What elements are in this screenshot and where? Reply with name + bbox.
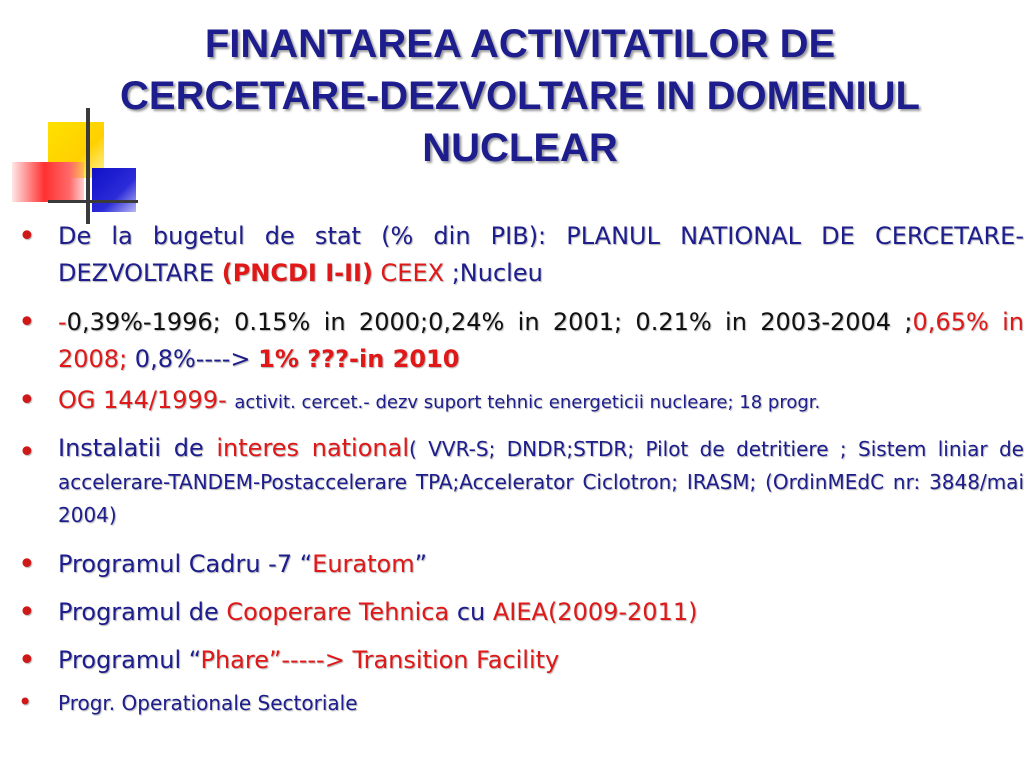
bullet-item-og (18, 382, 1024, 426)
decorative-horizontal-line (48, 200, 138, 203)
bullet-text: - (58, 308, 67, 336)
title-line-1: FINANTAREA ACTIVITATILOR DE (204, 22, 836, 66)
bullet-highlight: OG 144/1999- (58, 386, 235, 414)
bullet-text: Programul “ (58, 646, 201, 674)
bullet-highlight: 0,65% in 2008; (58, 308, 1024, 373)
bullet-item-phare (18, 640, 1024, 680)
bullet-dot-icon: • (18, 643, 36, 678)
bullet-text: activit. cercet.- dezv suport tehnic energeticii nucleare; 18 progr. (234, 392, 821, 413)
bullet-item-operational-programmes (18, 686, 1024, 720)
bullet-item-budget (18, 218, 1024, 294)
bullet-text: Progr. Operationale Sectoriale (58, 691, 358, 715)
bullet-text: ” (414, 550, 428, 578)
title-line-3: NUCLEAR (422, 126, 618, 170)
bullet-text: ( VVR-S; DNDR;STDR; Pilot de detritiere ; Sistem liniar de accelerare-TANDEM-Postaccelerare TPA;Accelerator Ciclotron; IRASM; (OrdinMEdC nr: 3848/mai 2004) (58, 437, 1024, 527)
bullet-dot-icon: • (18, 219, 36, 254)
decorative-blue-square (92, 168, 136, 212)
bullet-text: 0,8%----> (127, 345, 259, 373)
bullet-highlight: CEEX (372, 259, 445, 287)
bullet-text: ;Nucleu (444, 259, 543, 287)
bullet-highlight: Euratom (312, 550, 415, 578)
bullet-highlight: Cooperare Tehnica (226, 598, 450, 626)
bullet-highlight: (PNCDI I-II) (221, 259, 373, 287)
bullet-dot-icon: • (18, 595, 36, 630)
bullet-dot-icon: • (18, 383, 36, 418)
bullet-item-gdp-percentages (18, 304, 1024, 378)
bullet-text: 0,39%-1996; 0.15% in 2000;0,24% in 2001; 0.21% in 2003-2004 ; (66, 308, 913, 336)
title-line-2: CERCETARE-DEZVOLTARE IN DOMENIUL (120, 74, 920, 118)
bullet-dot-icon: • (18, 547, 36, 582)
bullet-dot-icon: • (18, 305, 36, 340)
bullet-text: Programul Cadru -7 “ (58, 550, 313, 578)
bullet-text: De la bugetul de stat (% din PIB): PLANUL NATIONAL DE CERCETARE-DEZVOLTARE (58, 222, 1024, 287)
bullet-text: cu (449, 598, 493, 626)
bullet-dot-icon: • (18, 688, 33, 716)
bullet-text: Instalatii de (58, 434, 217, 462)
bullet-list (18, 218, 1024, 720)
bullet-highlight: AIEA(2009-2011) (492, 598, 698, 626)
bullet-highlight: Phare”-----> Transition Facility (200, 646, 560, 674)
bullet-item-installations (18, 432, 1024, 532)
slide-title (40, 18, 1000, 174)
bullet-dot-icon: • (18, 435, 36, 470)
bullet-highlight: interes national (216, 434, 409, 462)
bullet-item-technical-cooperation (18, 592, 1024, 632)
bullet-item-framework-programme (18, 544, 1024, 584)
bullet-text: Programul de (58, 598, 227, 626)
bullet-highlight: 1% ???-in 2010 (258, 345, 460, 373)
